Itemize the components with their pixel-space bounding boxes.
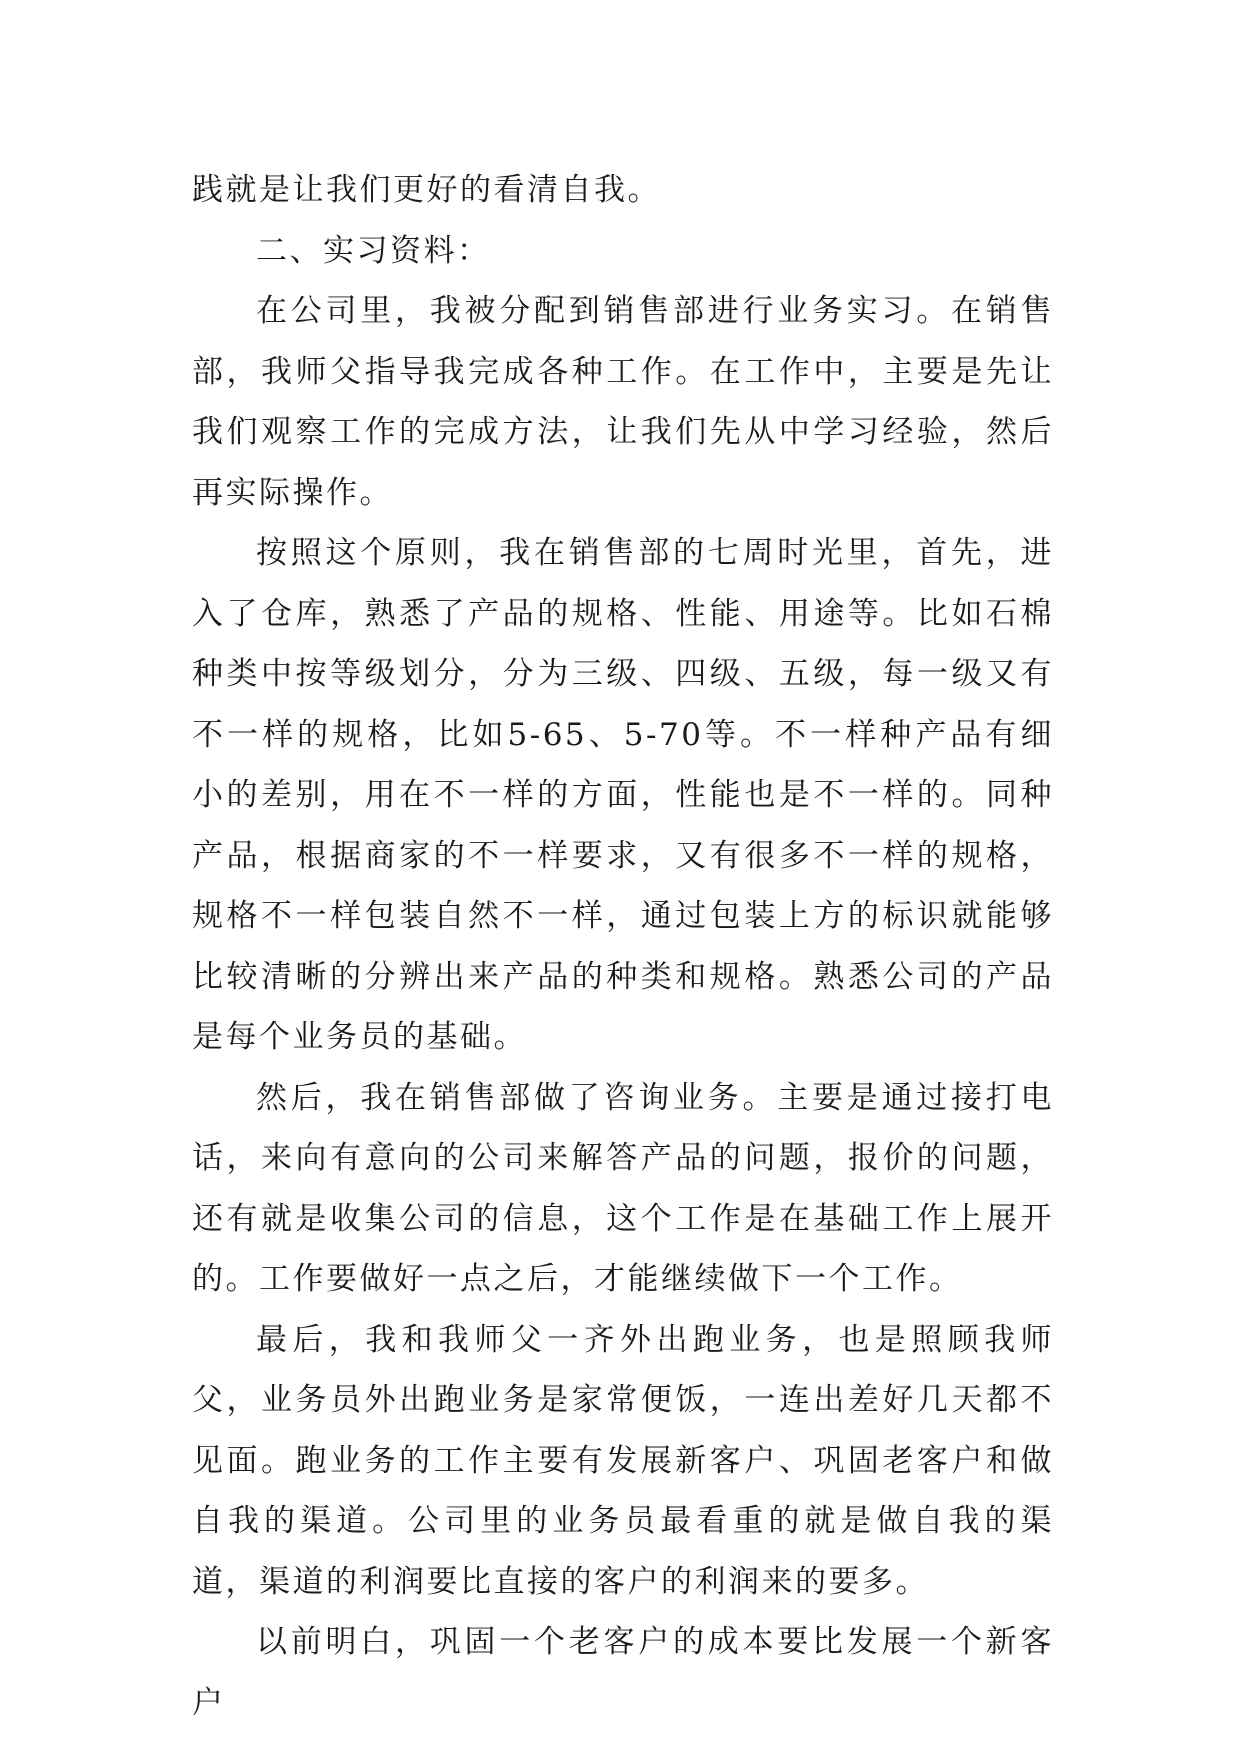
document-body: [192, 160, 1054, 1733]
paragraph: 以前明白，巩固一个老客户的成本要比发展一个新客户: [192, 1624, 1054, 1721]
section-heading: 二、实习资料：: [256, 232, 491, 269]
paragraph: 在公司里，我被分配到销售部进行业务实习。在销售部，我师父指导我完成各种工作。在工作中，主要是先让我们观察工作的完成方法，让我们先从中学习经验，然后再实际操作。: [192, 293, 1054, 511]
paragraph: 然后，我在销售部做了咨询业务。主要是通过接打电话，来向有意向的公司来解答产品的问题，报价的问题，还有就是收集公司的信息，这个工作是在基础工作上展开的。工作要做好一点之后，才能继续做下一个工作。: [192, 1079, 1054, 1297]
paragraph-continuation: 践就是让我们更好的看清自我。: [192, 172, 661, 208]
paragraph: 最后，我和我师父一齐外出跑业务，也是照顾我师父，业务员外出跑业务是家常便饭，一连出差好几天都不见面。跑业务的工作主要有发展新客户、巩固老客户和做自我的渠道。公司里的业务员最看重的就是做自我的渠道，渠道的利润要比直接的客户的利润来的要多。: [192, 1321, 1054, 1600]
paragraph: 按照这个原则，我在销售部的七周时光里，首先，进入了仓库，熟悉了产品的规格、性能、用途等。比如石棉种类中按等级划分，分为三级、四级、五级，每一级又有不一样的规格，比如5-65、5-70等。不一样种产品有细小的差别，用在不一样的方面，性能也是不一样的。同种产品，根据商家的不一样要求，又有很多不一样的规格，规格不一样包装自然不一样，通过包装上方的标识就能够比较清晰的分辨出来产品的种类和规格。熟悉公司的产品是每个业务员的基础。: [192, 535, 1054, 1055]
